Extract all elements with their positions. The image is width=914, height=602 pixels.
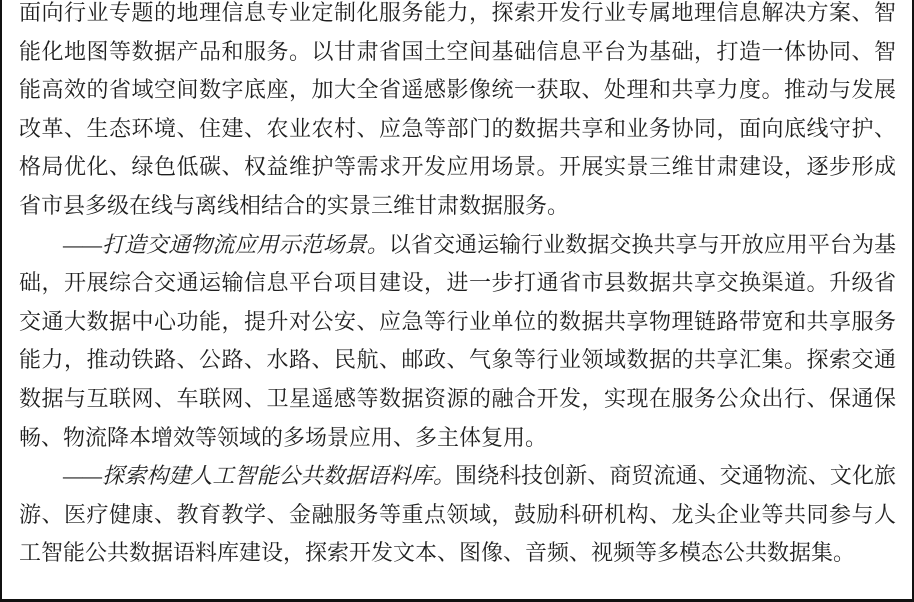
text-run: 面向行业专题的地理信息专业定制化服务能力，探索开发行业专属地理信息解决方案、智能化地图等数据产品和服务。以甘肃省国土空间基础信息平台为基础，打造一体协同、智能高效的省域空间数字底座，加大全省遥感影像统一获取、处理和共享力度。推动与发展改革、生态环境、住建、农业农村、应急等部门的数据共享和业务协同，面向底线守护、格局优化、绿色低碳、权益维护等需求开发应用场景。开展实景三维甘肃建设，逐步形成省市县多级在线与离线相结合的实景三维甘肃数据服务。 (19, 0, 896, 218)
paragraph (19, 0, 896, 226)
lead-in-phrase: ——探索构建人工智能公共数据语料库。 (63, 463, 456, 489)
text-run: 围绕科技创新、商贸流通、交通物流、文化旅游、医疗健康、教育教学、金融服务等重点领域，鼓励科研机构、龙头企业等共同参与人工智能公共数据语料库建设，探索开发文本、图像、音频、视频等多模态公共数据集。 (19, 463, 896, 566)
lead-in-phrase: ——打造交通物流应用示范场景。 (63, 231, 389, 257)
paragraph (19, 457, 896, 573)
text-block (2, 0, 912, 573)
text-run: 以省交通运输行业数据交换共享与开放应用平台为基础，开展综合交通运输信息平台项目建设，进一步打通省市县数据共享交换渠道。升级省交通大数据中心功能，提升对公安、应急等行业单位的数据共享物理链路带宽和共享服务能力，推动铁路、公路、水路、民航、邮政、气象等行业领域数据的共享汇集。探索交通数据与互联网、车联网、卫星遥感等数据资源的融合开发，实现在服务公众出行、保通保畅、物流降本增效等领域的多场景应用、多主体复用。 (19, 231, 896, 450)
paragraph (19, 226, 896, 458)
